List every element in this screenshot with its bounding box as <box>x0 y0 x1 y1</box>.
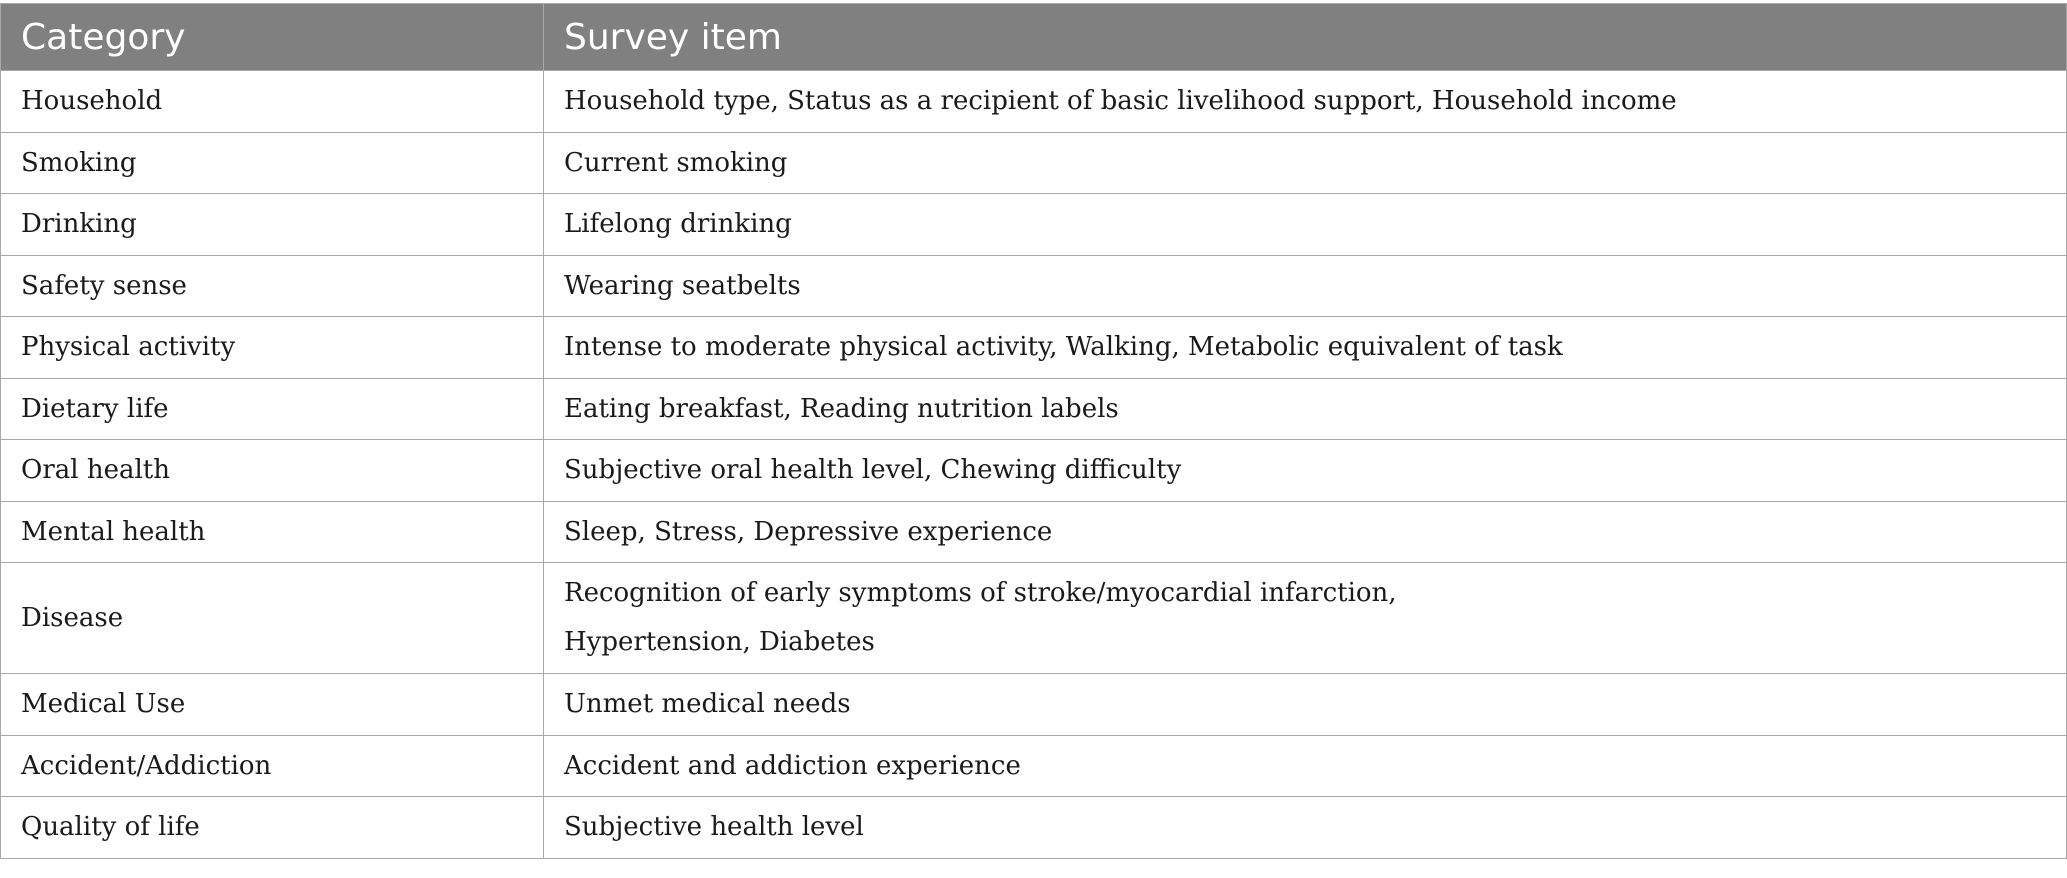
survey-item-text: Accident and addiction experience <box>564 750 1021 781</box>
survey-item-text: Subjective oral health level, Chewing difficulty <box>564 455 1182 486</box>
survey-item-text: Wearing seatbelts <box>564 270 801 301</box>
table-row <box>1 71 2067 133</box>
table-row <box>1 797 2067 859</box>
table-row <box>1 317 2067 379</box>
survey-items-table <box>0 3 2067 859</box>
category-cell: Quality of life <box>1 797 544 859</box>
survey-item-text: Hypertension, Diabetes <box>564 627 875 657</box>
survey-item-text: Sleep, Stress, Depressive experience <box>564 516 1053 547</box>
table-row <box>1 563 2067 674</box>
survey-item-text: Unmet medical needs <box>564 689 851 720</box>
header-category: Category <box>1 4 544 71</box>
header-survey-item: Survey item <box>544 4 2067 71</box>
category-cell: Oral health <box>1 440 544 502</box>
survey-item-cell <box>544 797 2067 859</box>
table-header-row <box>1 4 2067 71</box>
category-cell: Accident/Addiction <box>1 735 544 797</box>
table-row <box>1 255 2067 317</box>
survey-item-text: Subjective health level <box>564 812 864 843</box>
category-cell: Dietary life <box>1 378 544 440</box>
survey-item-text: Current smoking <box>564 147 788 178</box>
survey-item-text: Lifelong drinking <box>564 209 792 240</box>
table-row <box>1 501 2067 563</box>
survey-item-cell <box>544 317 2067 379</box>
table-row <box>1 735 2067 797</box>
survey-item-cell <box>544 194 2067 256</box>
table-row <box>1 194 2067 256</box>
survey-item-text: Eating breakfast, Reading nutrition labels <box>564 393 1119 424</box>
category-cell: Medical Use <box>1 674 544 736</box>
table-row <box>1 440 2067 502</box>
category-cell: Smoking <box>1 132 544 194</box>
table-row <box>1 674 2067 736</box>
category-cell: Disease <box>1 563 544 674</box>
survey-item-text: Household type, Status as a recipient of basic livelihood support, Household income <box>564 86 1677 117</box>
category-cell: Drinking <box>1 194 544 256</box>
survey-item-cell <box>544 735 2067 797</box>
survey-item-cell <box>544 563 2067 674</box>
survey-item-cell <box>544 255 2067 317</box>
survey-item-text: Intense to moderate physical activity, Walking, Metabolic equivalent of task <box>564 332 1563 363</box>
table-row <box>1 132 2067 194</box>
survey-item-cell <box>544 132 2067 194</box>
table-body <box>1 71 2067 859</box>
category-cell: Household <box>1 71 544 133</box>
survey-item-cell <box>544 71 2067 133</box>
category-cell: Safety sense <box>1 255 544 317</box>
category-cell: Physical activity <box>1 317 544 379</box>
survey-item-text: Recognition of early symptoms of stroke/myocardial infarction, <box>564 578 1397 608</box>
survey-table-container <box>0 3 2066 859</box>
survey-item-cell <box>544 440 2067 502</box>
survey-item-cell <box>544 378 2067 440</box>
survey-item-cell <box>544 674 2067 736</box>
survey-item-cell <box>544 501 2067 563</box>
table-row <box>1 378 2067 440</box>
category-cell: Mental health <box>1 501 544 563</box>
